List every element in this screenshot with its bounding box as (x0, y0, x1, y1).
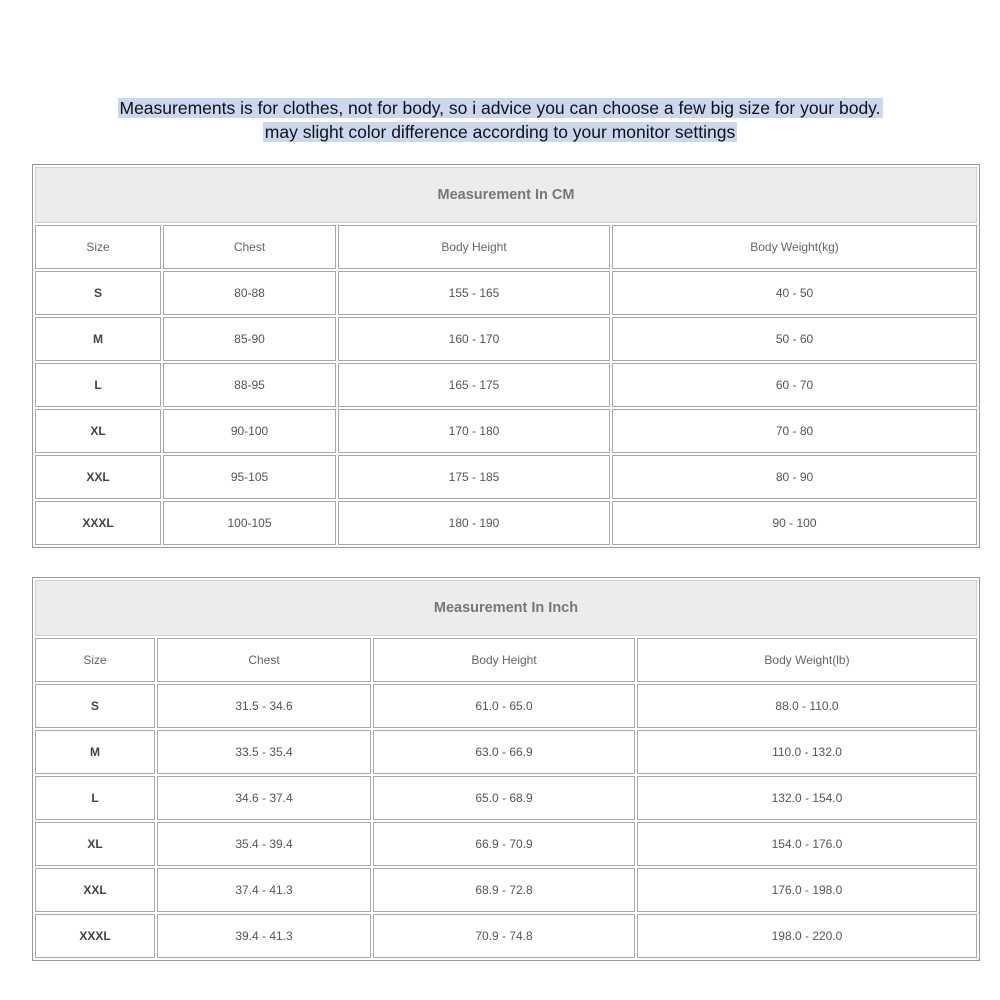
inch-header-body-height: Body Height (373, 638, 635, 682)
height-cell: 70.9 - 74.8 (373, 914, 635, 958)
height-cell: 68.9 - 72.8 (373, 868, 635, 912)
inch-header-chest: Chest (157, 638, 371, 682)
height-cell: 155 - 165 (338, 271, 610, 315)
weight-cell: 40 - 50 (612, 271, 977, 315)
chest-cell: 33.5 - 35.4 (157, 730, 371, 774)
size-cell: M (35, 730, 155, 774)
chest-cell: 85-90 (163, 317, 336, 361)
table-row (35, 317, 977, 361)
table-row (35, 501, 977, 545)
chest-cell: 90-100 (163, 409, 336, 453)
chest-cell: 31.5 - 34.6 (157, 684, 371, 728)
table-row (35, 776, 977, 820)
weight-cell: 176.0 - 198.0 (637, 868, 977, 912)
chest-cell: 34.6 - 37.4 (157, 776, 371, 820)
height-cell: 160 - 170 (338, 317, 610, 361)
size-cell: L (35, 363, 161, 407)
size-chart-inch (32, 577, 980, 961)
table-row (35, 363, 977, 407)
notice-line-1: Measurements is for clothes, not for body, so i advice you can choose a few big size for your body. (119, 98, 881, 118)
table-row (35, 914, 977, 958)
cm-header-row (35, 225, 977, 269)
weight-cell: 154.0 - 176.0 (637, 822, 977, 866)
table-row (35, 271, 977, 315)
size-cell: XXL (35, 868, 155, 912)
weight-cell: 110.0 - 132.0 (637, 730, 977, 774)
cm-header-chest: Chest (163, 225, 336, 269)
height-cell: 65.0 - 68.9 (373, 776, 635, 820)
size-cell: L (35, 776, 155, 820)
notice-line-2: may slight color difference according to your monitor settings (264, 122, 736, 142)
cm-header-body-height: Body Height (338, 225, 610, 269)
cm-header-body-weight: Body Weight(kg) (612, 225, 977, 269)
table-row (35, 409, 977, 453)
inch-header-row (35, 638, 977, 682)
size-cell: XL (35, 409, 161, 453)
chest-cell: 80-88 (163, 271, 336, 315)
weight-cell: 60 - 70 (612, 363, 977, 407)
size-chart-cm (32, 164, 980, 548)
height-cell: 61.0 - 65.0 (373, 684, 635, 728)
weight-cell: 70 - 80 (612, 409, 977, 453)
chest-cell: 39.4 - 41.3 (157, 914, 371, 958)
chest-cell: 100-105 (163, 501, 336, 545)
table-row (35, 822, 977, 866)
height-cell: 63.0 - 66.9 (373, 730, 635, 774)
weight-cell: 198.0 - 220.0 (637, 914, 977, 958)
height-cell: 66.9 - 70.9 (373, 822, 635, 866)
weight-cell: 80 - 90 (612, 455, 977, 499)
weight-cell: 90 - 100 (612, 501, 977, 545)
cm-table-title: Measurement In CM (35, 167, 977, 223)
inch-header-body-weight: Body Weight(lb) (637, 638, 977, 682)
inch-table-title: Measurement In Inch (35, 580, 977, 636)
size-cell: XXXL (35, 914, 155, 958)
chest-cell: 37.4 - 41.3 (157, 868, 371, 912)
weight-cell: 50 - 60 (612, 317, 977, 361)
size-cell: XL (35, 822, 155, 866)
inch-header-size: Size (35, 638, 155, 682)
table-row (35, 455, 977, 499)
chest-cell: 95-105 (163, 455, 336, 499)
chest-cell: 88-95 (163, 363, 336, 407)
weight-cell: 88.0 - 110.0 (637, 684, 977, 728)
height-cell: 180 - 190 (338, 501, 610, 545)
chest-cell: 35.4 - 39.4 (157, 822, 371, 866)
table-row (35, 868, 977, 912)
table-row (35, 730, 977, 774)
size-notice (0, 96, 1000, 144)
weight-cell: 132.0 - 154.0 (637, 776, 977, 820)
size-cell: XXXL (35, 501, 161, 545)
cm-header-size: Size (35, 225, 161, 269)
size-cell: M (35, 317, 161, 361)
size-cell: S (35, 271, 161, 315)
table-row (35, 684, 977, 728)
size-cell: XXL (35, 455, 161, 499)
height-cell: 170 - 180 (338, 409, 610, 453)
height-cell: 175 - 185 (338, 455, 610, 499)
size-cell: S (35, 684, 155, 728)
height-cell: 165 - 175 (338, 363, 610, 407)
